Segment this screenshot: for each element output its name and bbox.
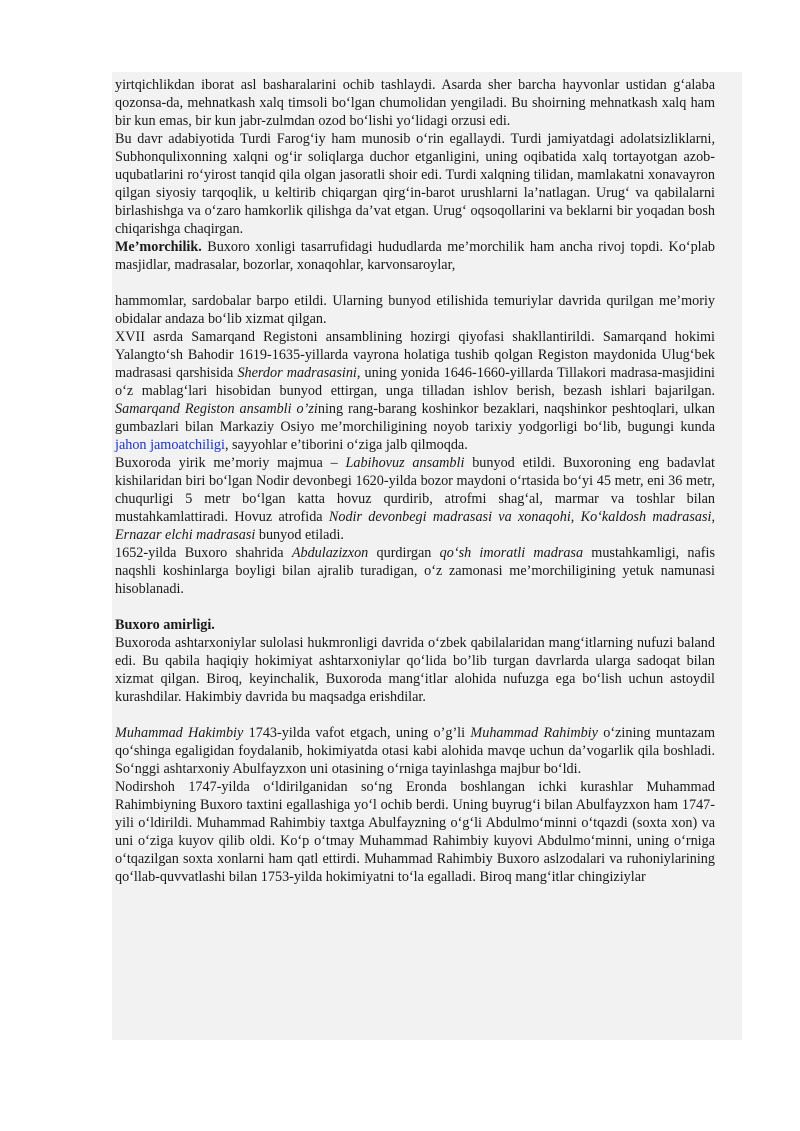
rahimbiy-italic: Muhammad Rahimbiy	[470, 725, 598, 741]
registon-ensemble-italic: Samarqand Registon ansambli o’zi	[115, 401, 318, 417]
spacer	[115, 706, 715, 724]
labihovuz-text-4: ,	[711, 509, 716, 525]
abdulazizxon-italic: Abdulazizxon	[291, 545, 369, 561]
paragraph-memorchilik-cont: hammomlar, sardobalar barpo etildi. Ularning bunyod etilishida temuriylar davrida qurilgan me’moriy obidalar andaza bo‘lib xizmat qilgan.	[115, 293, 715, 327]
jahon-jamoatchiligi-link[interactable]: jahon jamoatchiligi	[115, 437, 225, 453]
section-heading-memorchilik: Me’morchilik.	[115, 239, 202, 255]
hakimbiy-text-1: 1743-yilda vafot etgach, uning o’g’li	[243, 725, 471, 741]
labihovuz-text-1: Buxoroda yirik me’moriy majmua –	[115, 455, 346, 471]
hakimbiy-text-2: o‘zining muntazam qo‘shinga egaligidan foydalanib, hokimiyatda otasi kabi alohida mavqe uchun da’vogarlik qila boshladi. So‘nggi ashtarxoniy Abulfayzxon uni otasining o‘rniga tayinlashga majbur bo‘ldi.	[115, 725, 716, 777]
memorchilik-text-1: Buxoro xonligi tasarrufidagi hududlarda me’morchilik ham ancha rivoj topdi. Ko‘plab masjidlar, madrasalar, bozorlar, xonaqohlar, karvonsaroylar,	[115, 239, 715, 273]
kokaldosh-italic: Ko‘kaldosh madrasasi	[580, 509, 712, 525]
paragraph-mangitlar: Buxoroda ashtarxoniylar sulolasi hukmronligi davrida o‘zbek qabilalaridan mang‘itlarning nufuzi baland edi. Bu qabila haqiqiy hokimiyat ashtarxoniylar qo‘lida bo’lib turgan davrlarda ularga sadoqat bilan xizmat qilgan. Biroq, keyinchalik, Buxoroda mang‘itlar alohida nufuzga ega bo‘lish uchun astoydil kurashdilar. Hakimbiy davrida bu maqsadga erishdilar.	[115, 635, 715, 705]
abdulazizxon-text-1: 1652-yilda Buxoro shahrida	[115, 545, 292, 561]
paragraph-hakimbiy	[115, 724, 715, 778]
paragraph-labihovuz	[115, 454, 715, 544]
hakimbiy-italic: Muhammad Hakimbiy	[115, 725, 244, 741]
amirlik-heading-text: Buxoro amirligi.	[115, 617, 215, 633]
registon-text-2: , uning yonida 1646-1660-yillarda Tillakori madrasa-masjidini o‘z mablag‘lari hisobidan bunyod ettirgan, unga tilladan ishlov berish, bezash ishlari bajarilgan.	[115, 365, 715, 399]
labihovuz-text-5: bunyod etiladi.	[255, 527, 344, 543]
ernazar-elchi-italic: Ernazar elchi madrasasi	[115, 527, 256, 543]
labihovuz-text-2: bunyod etildi. Buxoroning eng badavlat kishilaridan biri bo‘lgan Nodir devonbegi 1620-yilda bozor maydoni o‘rtasida bo‘yi 45 metr, eni 36 metr, chuqurligi 5 metr bo‘lgan katta hovuz qurdirib, atrofmi shag‘al, marmar va toshlar bilan mustahkamlattiradi. Hovuz atrofida	[115, 455, 715, 525]
paragraph-fable: yirtqichlikdan iborat asl basharalarini ochib tashlaydi. Asarda sher barcha hayvonlar ustidan g‘alaba qozonsa-da, mehnatkash xalq timsoli bo‘lgan chumolidan yengiladi. Bu shoirning mehnatkash xalq ham bir kun emas, bir kun jabr-zulmdan ozod bo‘lishi yo‘lidagi orzusi edi.	[115, 77, 715, 129]
section-heading-amirlik	[115, 616, 715, 634]
page-break-gap	[115, 274, 715, 292]
paragraph-abdulazizxon	[115, 544, 715, 598]
abdulazizxon-text-2: qurdirgan	[368, 545, 440, 561]
paragraph-memorchilik	[115, 238, 715, 274]
sherdor-madrasa-italic: Sherdor madrasasini	[237, 365, 357, 381]
paragraph-turdi: Bu davr adabiyotida Turdi Farog‘iy ham munosib o‘rin egallaydi. Turdi jamiyatdagi adolatsizliklarni, Subhonqulixonning xalqni og‘ir soliqlarga duchor etganligini, uning oqibatida xalq tortayotgan azob-uqubatlarini ro‘yirost tanqid qila olgan jasoratli shoir edi. Turdi xalqning tilidan, mamlakatni xonavayron qilgan siyosiy tarqoqlik, u keltirib chiqargan qirg‘in-barot urushlarni la’natlagan. Urug‘ va qabilalarni birlashishga va o‘zaro hamkorlik qilishga da’vat etgan. Urug‘ oqsoqollarini va beklarni bir yoqadan bosh chiqarishga chaqirgan.	[115, 131, 715, 237]
labihovuz-text-3: ,	[570, 509, 581, 525]
document-body	[115, 76, 715, 886]
registon-text-4: , sayyohlar e’tiborini o‘ziga jalb qilmoqda.	[224, 437, 468, 453]
labihovuz-italic: Labihovuz ansambli	[345, 455, 465, 471]
registon-text-1: XVII asrda Samarqand Registoni ansamblining hozirgi qiyofasi shakllantirildi. Samarqand hokimi Yalangto‘sh Bahodir 1619-1635-yillarda vayrona holatiga tushib qolgan Registon maydonida Ulug‘bek madrasasi qarshisida	[115, 329, 715, 381]
registon-text-3: ning rang-barang koshinkor bezaklari, naqshinkor peshtoqlari, ulkan gumbazlari bilan Markaziy Osiyo me’morchiligining noyob tarixiy yodgorligi bo‘lib, bugungi kunda	[115, 401, 715, 435]
nodir-devonbegi-italic: Nodir devonbegi madrasasi va xonaqohi	[328, 509, 571, 525]
paragraph-nodirshoh: Nodirshoh 1747-yilda o‘ldirilganidan so‘ng Eronda boshlangan ichki kurashlar Muhammad Rahimbiyning Buxoro taxtini egallashiga yo‘l ochib berdi. Uning buyrug‘i bilan Abulfayzxon ham 1747-yili o‘ldirildi. Muhammad Rahimbiy taxtga Abulfayzning o‘g‘li Abdulmo‘minni o‘tqazdi (soxta xon) va uni o‘ziga kuyov qilib oldi. Ko‘p o‘tmay Muhammad Rahimbiy kuyovi Abdulmo‘minni, uning o‘rniga o‘tqazilgan soxta xonlarni ham qatl ettirdi. Muhammad Rahimbiy Buxoro aslzodalari va ruhoniylarining qo‘llab-quvvatlashi bilan 1753-yilda hokimiyatni to‘la egalladi. Biroq mang‘itlar chingiziylar	[115, 779, 715, 885]
abdulazizxon-text-3: mustahkamligi, nafis naqshli koshinlarga boyligi bilan ajralib turadigan, o‘z zamonasi me’morchiligining yetuk namunasi hisoblanadi.	[115, 545, 715, 597]
paragraph-registon	[115, 328, 715, 454]
qosh-imoratli-italic: qo‘sh imoratli madrasa	[439, 545, 584, 561]
spacer	[115, 598, 715, 616]
